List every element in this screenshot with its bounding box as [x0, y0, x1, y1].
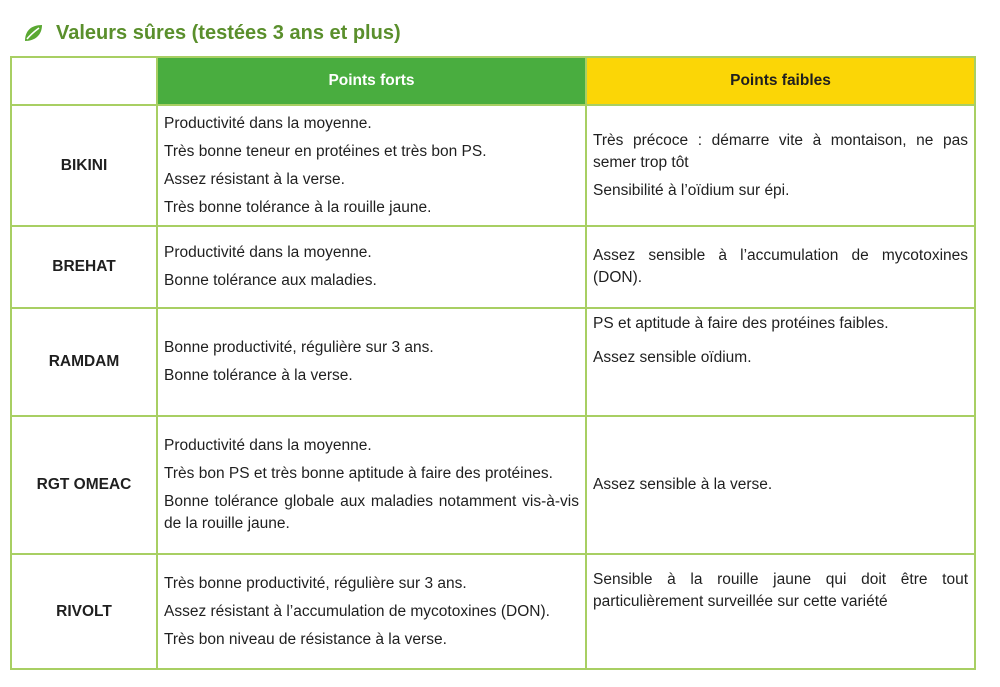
point-faible: Très précoce : démarre vite à montaison, ne pas semer trop tôt	[593, 131, 968, 171]
point-fort: Productivité dans la moyenne.	[164, 114, 372, 132]
points-forts-cell	[157, 226, 586, 308]
point-fort: Bonne productivité, régulière sur 3 ans.	[164, 339, 434, 356]
point-fort: Productivité dans la moyenne.	[164, 437, 372, 454]
points-faibles-cell	[586, 416, 975, 554]
points-forts-cell	[157, 105, 586, 226]
point-faible: Sensible à la rouille jaune qui doit être tout particulièrement surveillée sur cette variété	[593, 571, 968, 610]
header-points-forts: Points forts	[157, 57, 586, 105]
point-faible: Sensibilité à l’oïdium sur épi.	[593, 181, 790, 199]
point-fort: Très bonne tolérance à la rouille jaune.	[164, 198, 432, 216]
table-row	[11, 416, 975, 554]
points-faibles-cell	[586, 105, 975, 226]
table-row	[11, 226, 975, 308]
section-header	[22, 18, 401, 48]
point-faible: Assez sensible à la verse.	[593, 476, 773, 493]
point-fort: Bonne tolérance aux maladies.	[164, 272, 377, 289]
points-forts-cell	[157, 308, 586, 416]
table-row	[11, 554, 975, 669]
variety-name: RIVOLT	[11, 554, 157, 669]
point-fort: Très bon niveau de résistance à la verse.	[164, 630, 447, 648]
points-forts-cell	[157, 416, 586, 554]
point-fort: Bonne tolérance globale aux maladies notamment vis-à-vis de la rouille jaune.	[164, 493, 579, 532]
variety-name: BREHAT	[11, 226, 157, 308]
point-fort: Très bon PS et très bonne aptitude à faire des protéines.	[164, 465, 553, 482]
point-faible: PS et aptitude à faire des protéines faibles.	[593, 315, 889, 332]
point-fort: Assez résistant à la verse.	[164, 170, 345, 188]
table-row	[11, 308, 975, 416]
table-row	[11, 105, 975, 226]
point-fort: Productivité dans la moyenne.	[164, 244, 372, 261]
header-blank-cell	[11, 57, 157, 105]
header-points-faibles: Points faibles	[586, 57, 975, 105]
points-faibles-cell	[586, 226, 975, 308]
point-fort: Bonne tolérance à la verse.	[164, 367, 353, 384]
variety-name: BIKINI	[11, 105, 157, 226]
points-faibles-cell	[586, 554, 975, 669]
page-title: Valeurs sûres (testées 3 ans et plus)	[56, 21, 401, 44]
point-faible: Assez sensible oïdium.	[593, 349, 752, 366]
points-faibles-cell	[586, 308, 975, 416]
point-fort: Très bonne teneur en protéines et très bon PS.	[164, 142, 487, 160]
variety-name: RGT OMEAC	[11, 416, 157, 554]
points-forts-cell	[157, 554, 586, 669]
point-faible: Assez sensible à l’accumulation de mycotoxines (DON).	[593, 247, 968, 286]
point-fort: Très bonne productivité, régulière sur 3 ans.	[164, 574, 467, 592]
varieties-table	[10, 56, 976, 670]
table-header-row	[11, 57, 975, 105]
point-fort: Assez résistant à l’accumulation de mycotoxines (DON).	[164, 602, 550, 620]
leaf-icon	[22, 22, 44, 44]
variety-name: RAMDAM	[11, 308, 157, 416]
